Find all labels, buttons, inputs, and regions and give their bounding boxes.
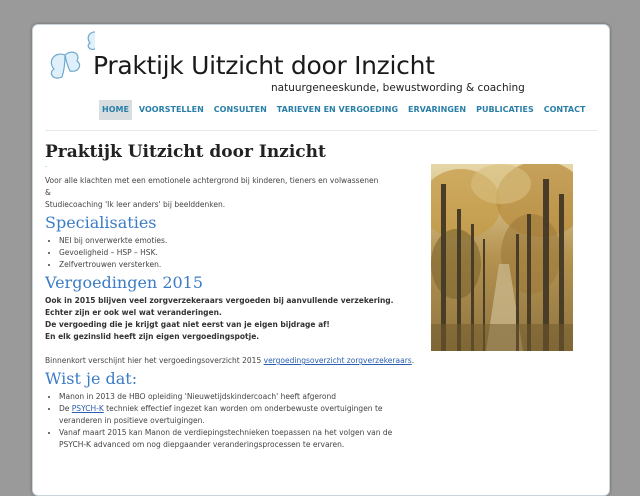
list-item: • Gevoeligheid – HSP – HSK. [59, 247, 415, 259]
psych-k-link[interactable]: PSYCH-K [71, 404, 104, 413]
nav-item-publicaties[interactable]: PUBLICATIES [476, 105, 534, 114]
wist-je-dat-list [45, 391, 415, 451]
forest-path-image [431, 164, 573, 351]
vergoedingen-line-4: En elk gezinslid heeft zijn eigen vergoedingspotje. [45, 332, 260, 341]
list-item [59, 403, 415, 427]
vergoedingen-line-3: De vergoeding die je krijgt gaat niet eerst van je eigen bijdrage af! [45, 320, 330, 329]
item-text: De [59, 404, 72, 413]
nav-item-ervaringen[interactable]: ERVARINGEN [408, 105, 467, 114]
notice-period: . [411, 356, 415, 365]
list-item: • NEI bij onverwerkte emoties. [59, 235, 415, 247]
intro-line-2: Studiecoaching 'Ik leer anders' bij beelddenken. [45, 200, 226, 209]
nav-item-home[interactable]: HOME [99, 100, 132, 120]
site-tagline: natuurgeneeskunde, bewustwording & coaching [271, 82, 525, 94]
item-text: techniek effectief ingezet kan worden om onderbewuste overtuigingen te veranderen in positieve overtuigingen. [59, 404, 383, 425]
forest-path-illustration [431, 164, 573, 351]
heading-wist-je-dat: Wist je dat: [45, 369, 138, 388]
vergoedingen-notice-text: Binnenkort verschijnt hier het vergoedingsoverzicht 2015 [45, 356, 262, 365]
specialisaties-list [45, 235, 415, 271]
small-dot: · [45, 164, 47, 171]
vergoedingen-notice [45, 355, 415, 367]
nav-item-consulten[interactable]: CONSULTEN [213, 105, 267, 114]
nav-item-voorstellen[interactable]: VOORSTELLEN [138, 105, 204, 114]
intro-line-1: Voor alle klachten met een emotionele achtergrond bij kinderen, tieners en volwassenen [45, 176, 379, 185]
site-title: Praktijk Uitzicht door Inzicht [93, 51, 435, 80]
intro-ampersand: & [45, 188, 51, 197]
page-title: Praktijk Uitzicht door Inzicht [45, 142, 326, 162]
vergoedingsoverzicht-link[interactable]: vergoedingsoverzicht zorgverzekeraars [263, 356, 412, 365]
nav-item-contact[interactable]: CONTACT [543, 105, 586, 114]
page-frame [32, 24, 610, 496]
butterfly-icon [45, 27, 95, 85]
vergoedingen-line-1: Ook in 2015 blijven veel zorgverzekeraars vergoeden bij aanvullende verzekering. [45, 296, 394, 305]
heading-specialisaties: Specialisaties [45, 213, 157, 232]
header-divider [45, 130, 597, 131]
nav-item-tarieven[interactable]: TARIEVEN EN VERGOEDING [276, 105, 399, 114]
list-item: • Manon in 2013 de HBO opleiding 'Nieuwetijdskindercoach' heeft afgerond [59, 391, 415, 403]
vergoedingen-line-2: Echter zijn er ook wel wat veranderingen. [45, 308, 222, 317]
main-navigation [99, 100, 592, 120]
main-content [45, 141, 415, 451]
heading-vergoedingen: Vergoedingen 2015 [45, 273, 204, 292]
list-item: • Vanaf maart 2015 kan Manon de verdiepingstechnieken toepassen na het volgen van de PSYCH-K advanced om nog diepgaander veranderingsprocessen te ervaren. [59, 427, 415, 451]
list-item: • Zelfvertrouwen versterken. [59, 259, 415, 271]
